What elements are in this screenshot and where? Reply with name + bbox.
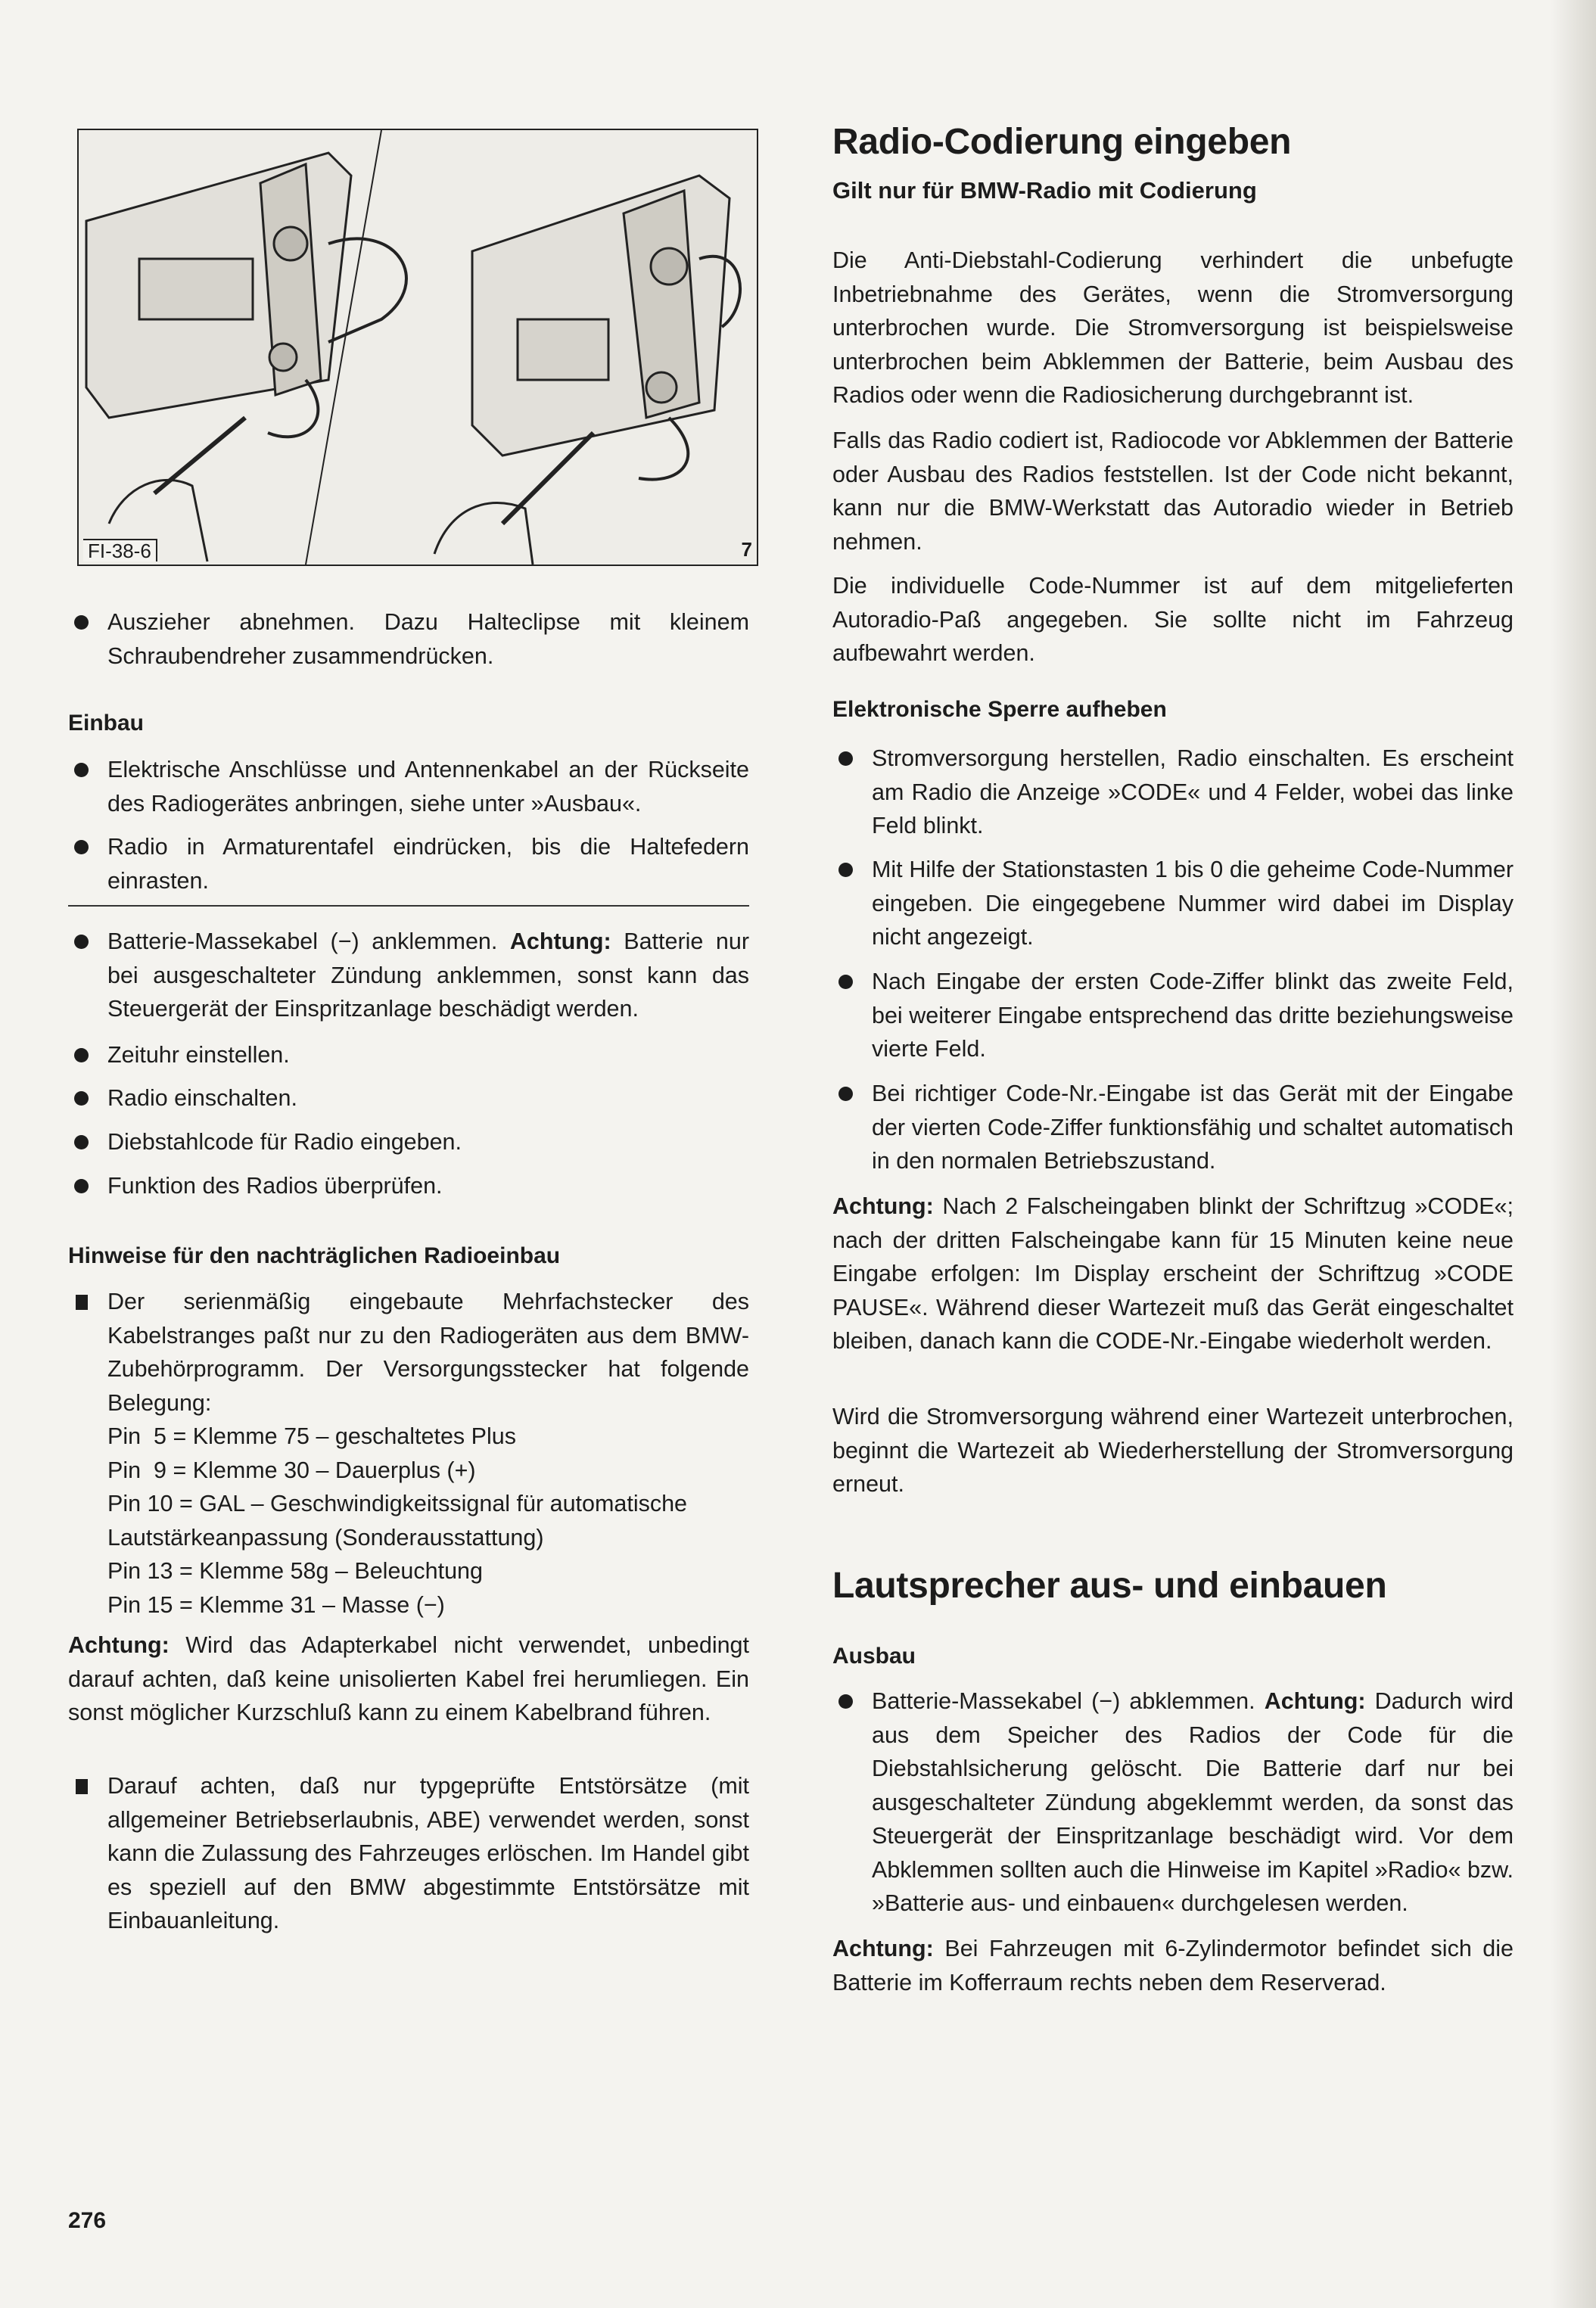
achtung-label: Achtung: bbox=[832, 1936, 934, 1961]
sperre-bullet-text: Bei richtiger Code-Nr.-Eingabe ist das Gerät mit der Eingabe der vierten Code-Ziffer funktionsfähig und schaltet automatisch in den normalen Betriebszustand. bbox=[872, 1081, 1514, 1174]
hinweise-heading: Hinweise für den nachträglichen Radioeinbau bbox=[68, 1243, 561, 1268]
intro-bullet-text: Auszieher abnehmen. Dazu Halteclipse mit kleinem Schraubendreher zusammendrücken. bbox=[107, 609, 749, 669]
bullet-dot-icon bbox=[68, 1125, 107, 1159]
achtung-adapter-paragraph: Achtung: Wird das Adapterkabel nicht verwendet, unbedingt darauf achten, daß keine unisolierten Kabel frei herumliegen. Ein sonst möglicher Kurzschluß kann zu einem Kabelbrand führen. bbox=[68, 1632, 749, 1725]
einbau-bullet-text: Radio in Armaturentafel eindrücken, bis die Haltefedern einrasten. bbox=[107, 834, 749, 894]
hinweis-bullet-2 bbox=[68, 1769, 749, 1938]
wartezeit-paragraph: Wird die Stromversorgung während einer Wartezeit unterbrochen, beginnt die Wartezeit ab Wiederherstellung der Stromversorgung erneut. bbox=[832, 1404, 1514, 1497]
batterie-bullet bbox=[68, 925, 749, 1026]
pin-line: Pin 10 = GAL – Geschwindigkeitssignal für automatische bbox=[107, 1491, 688, 1516]
short-bullet-text: Diebstahlcode für Radio eingeben. bbox=[107, 1129, 462, 1155]
short-bullet-text: Funktion des Radios überprüfen. bbox=[107, 1173, 443, 1199]
sperre-bullet-4 bbox=[832, 1077, 1514, 1178]
pin-list bbox=[107, 1420, 749, 1622]
achtung-label: Achtung: bbox=[1264, 1688, 1366, 1714]
bullet-dot-icon bbox=[68, 1081, 107, 1115]
sperre-bullet-1 bbox=[832, 742, 1514, 843]
paragraph-1: Die Anti-Diebstahl-Codierung verhindert die unbefugte Inbetriebnahme des Gerätes, wenn die Stromversorgung unterbrochen wurde. Die Stromversorgung ist beispielsweise unterbrochen beim Abklemmen der Batterie, beim Ausbau des Radios oder wenn die Radiosicherung durchgebrannt ist. bbox=[832, 247, 1514, 408]
page-number: 276 bbox=[68, 2208, 107, 2233]
bullet-dot-icon bbox=[832, 742, 872, 843]
pin-line: Pin 9 = Klemme 30 – Dauerplus (+) bbox=[107, 1457, 476, 1483]
page-edge-shadow bbox=[1551, 0, 1596, 2308]
short-bullet-1 bbox=[68, 1038, 749, 1072]
einbau-bullet-2 bbox=[68, 830, 749, 897]
bullet-dot-icon bbox=[68, 1169, 107, 1203]
achtung-label: Achtung: bbox=[68, 1632, 170, 1658]
section-subtitle: Gilt nur für BMW-Radio mit Codierung bbox=[832, 177, 1257, 204]
radio-removal-illustration bbox=[79, 130, 757, 565]
ausbau-heading: Ausbau bbox=[832, 1644, 916, 1669]
radio-removal-figure bbox=[77, 129, 758, 566]
ausbau-bullet bbox=[832, 1684, 1514, 1921]
bullet-dot-icon bbox=[68, 605, 107, 673]
section-title-radio-codierung: Radio-Codierung eingeben bbox=[832, 122, 1292, 162]
sperre-bullet-text: Stromversorgung herstellen, Radio einschalten. Es erscheint am Radio die Anzeige »CODE« und 4 Felder, wobei das linke Feld blinkt. bbox=[872, 745, 1514, 838]
einbau-bullet-text: Elektrische Anschlüsse und Antennenkabel an der Rückseite des Radiogerätes anbringen, siehe unter »Ausbau«. bbox=[107, 757, 749, 817]
figure-mark: 7 bbox=[741, 538, 752, 561]
hinweis-1 bbox=[107, 1285, 749, 1622]
section-divider bbox=[68, 905, 749, 907]
bullet-dot-icon bbox=[832, 965, 872, 1066]
einbau-heading: Einbau bbox=[68, 711, 145, 736]
bullet-dot-icon bbox=[68, 753, 107, 820]
sperre-bullet-2 bbox=[832, 853, 1514, 954]
sperre-bullet-3 bbox=[832, 965, 1514, 1066]
bullet-square-icon bbox=[68, 1769, 107, 1938]
hinweis-2-text: Darauf achten, daß nur typgeprüfte Entstörsätze (mit allgemeiner Betriebserlaubnis, ABE) verwendet werden, sonst kann die Zulassung des Fahrzeuges erlöschen. Im Handel gibt es speziell auf den BMW abgestimmte Entstörsätze mit Einbauanleitung. bbox=[107, 1773, 749, 1933]
paragraph-3: Die individuelle Code-Nummer ist auf dem mitgelieferten Autoradio-Paß angegeben. Sie sollte nicht im Fahrzeug aufbewahrt werden. bbox=[832, 573, 1514, 666]
achtung-code-paragraph: Achtung: Nach 2 Falscheingaben blinkt der Schriftzug »CODE«; nach der dritten Falscheingabe kann für 15 Minuten keine neue Eingabe erfolgen: Im Display erscheint der Schriftzug »CODE PAUSE«. Während dieser Wartezeit muß das Gerät eingeschaltet bleiben, danach kann die CODE-Nr.-Eingabe wiederholt werden. bbox=[832, 1193, 1514, 1354]
einbau-bullet-1 bbox=[68, 753, 749, 820]
short-bullet-3 bbox=[68, 1125, 749, 1159]
achtung-label: Achtung: bbox=[832, 1193, 934, 1219]
pin-line: Pin 15 = Klemme 31 – Masse (−) bbox=[107, 1591, 445, 1618]
ausbau-bullet-text: Batterie-Massekabel (−) abklemmen. Achtung: Dadurch wird aus dem Speicher des Radios der Code für die Diebstahlsicherung gelöscht. Die Batterie darf nur bei ausgeschalteter Zündung abgeklemmt werden, da sonst das Steuergerät der Einspritzanlage beschädigt wird. Vor dem Abklemmen sollten auch die Hinweise im Kapitel »Radio« bzw. »Batterie aus- und einbauen« durchgelesen werden. bbox=[872, 1688, 1514, 1916]
intro-bullet bbox=[68, 605, 749, 673]
achtung-6zylinder-paragraph: Achtung: Bei Fahrzeugen mit 6-Zylindermotor befindet sich die Batterie im Kofferraum rechts neben dem Reserverad. bbox=[832, 1936, 1514, 1995]
paragraph-2: Falls das Radio codiert ist, Radiocode vor Abklemmen der Batterie oder Ausbau des Radios feststellen. Ist der Code nicht bekannt, kann nur die BMW-Werkstatt das Autoradio wieder in Betrieb nehmen. bbox=[832, 428, 1514, 555]
bullet-dot-icon bbox=[832, 1077, 872, 1178]
short-bullet-text: Zeituhr einstellen. bbox=[107, 1042, 290, 1068]
section-title-lautsprecher: Lautsprecher aus- und einbauen bbox=[832, 1566, 1387, 1606]
bullet-dot-icon bbox=[832, 853, 872, 954]
bullet-square-icon bbox=[68, 1285, 107, 1622]
pin-line: Pin 5 = Klemme 75 – geschaltetes Plus bbox=[107, 1423, 516, 1449]
bullet-dot-icon bbox=[832, 1684, 872, 1921]
hinweis-1-text: Der serienmäßig eingebaute Mehrfachstecker des Kabelstranges paßt nur zu den Radiogeräten aus dem BMW-Zubehörprogramm. Der Versorgungsstecker hat folgende Belegung: bbox=[107, 1289, 749, 1416]
achtung-label: Achtung: bbox=[509, 928, 611, 954]
hinweis-bullet-1 bbox=[68, 1285, 749, 1622]
sperre-heading: Elektronische Sperre aufheben bbox=[832, 697, 1167, 722]
bullet-dot-icon bbox=[68, 1038, 107, 1072]
batterie-bullet-text: Batterie-Massekabel (−) anklemmen. Achtung: Batterie nur bei ausgeschalteter Zündung anklemmen, sonst kann das Steuergerät der Einspritzanlage beschädigt werden. bbox=[107, 928, 749, 1022]
short-bullet-4 bbox=[68, 1169, 749, 1203]
short-bullet-text: Radio einschalten. bbox=[107, 1085, 297, 1111]
figure-label: FI-38-6 bbox=[83, 539, 157, 561]
sperre-bullet-text: Nach Eingabe der ersten Code-Ziffer blinkt das zweite Feld, bei weiterer Eingabe entsprechend das dritte beziehungsweise vierte Feld. bbox=[872, 969, 1514, 1062]
sperre-bullet-text: Mit Hilfe der Stationstasten 1 bis 0 die geheime Code-Nummer eingeben. Die eingegebene Nummer wird dabei im Display nicht angezeigt. bbox=[872, 857, 1514, 950]
pin-line: Pin 13 = Klemme 58g – Beleuchtung bbox=[107, 1558, 483, 1584]
bullet-dot-icon bbox=[68, 830, 107, 897]
pin-line: Lautstärkeanpassung (Sonderausstattung) bbox=[107, 1524, 544, 1551]
bullet-dot-icon bbox=[68, 925, 107, 1026]
short-bullet-2 bbox=[68, 1081, 749, 1115]
